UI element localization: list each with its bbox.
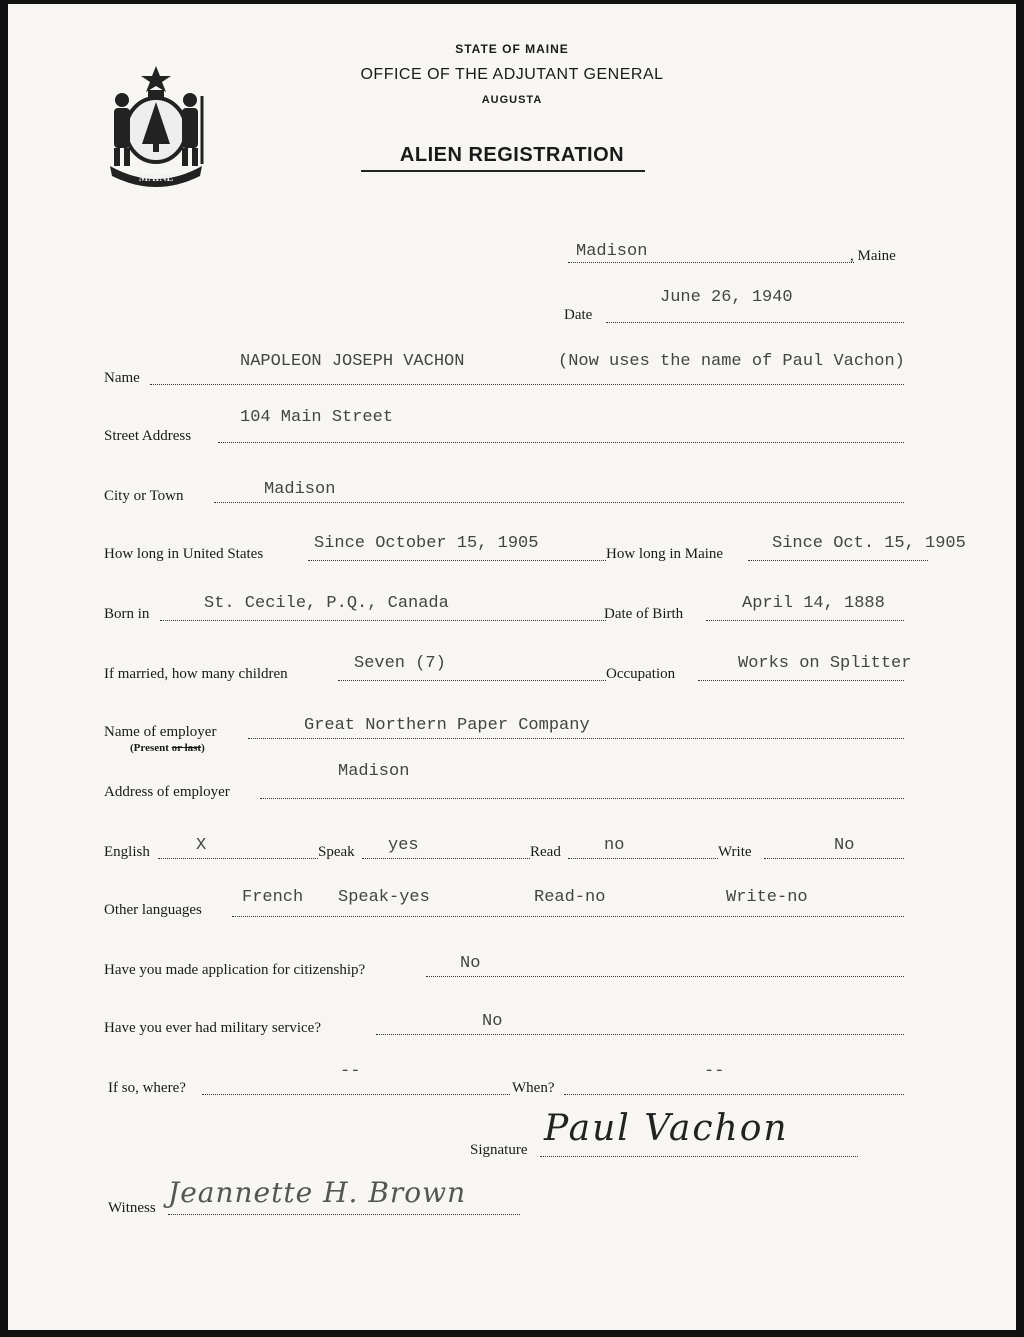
occupation-label: Occupation <box>606 666 676 682</box>
seal-banner-text: MAINE <box>138 173 174 184</box>
employer-address-value: Madison <box>338 762 410 781</box>
how-long-maine-label: How long in Maine <box>606 546 724 562</box>
employer-label: Name of employer <box>104 724 217 740</box>
street-address-value: 104 Main Street <box>240 408 394 427</box>
office-heading: OFFICE OF THE ADJUTANT GENERAL <box>360 66 664 83</box>
military-label: Have you ever had military service? <box>104 1020 321 1036</box>
date-label: Date <box>564 307 593 323</box>
name-note: (Now uses the name of Paul Vachon) <box>558 352 905 371</box>
speak-value: yes <box>388 836 419 855</box>
other-language-speak: Speak-yes <box>338 888 430 907</box>
employer-value: Great Northern Paper Company <box>304 716 590 735</box>
form-title: ALIEN REGISTRATION <box>399 144 625 166</box>
speak-label: Speak <box>318 844 355 860</box>
other-language-name: French <box>242 888 304 907</box>
signature-value: Paul Vachon <box>544 1108 789 1149</box>
when-value: -- <box>704 1062 725 1081</box>
english-label: English <box>104 844 150 860</box>
city-label: City or Town <box>104 488 184 504</box>
witness-value: Jeannette H. Brown <box>168 1176 467 1209</box>
citizenship-value: No <box>460 954 481 973</box>
state-heading: STATE OF MAINE <box>455 42 569 56</box>
employer-sublabel: (Present or last) <box>130 742 205 754</box>
date-value: June 26, 1940 <box>660 288 793 307</box>
date-of-birth-label: Date of Birth <box>604 606 684 622</box>
other-languages-label: Other languages <box>104 902 202 918</box>
born-in-label: Born in <box>104 606 150 622</box>
born-in-value: St. Cecile, P.Q., Canada <box>204 594 449 613</box>
english-value: X <box>196 836 207 855</box>
name-label: Name <box>104 370 140 386</box>
how-long-us-value: Since October 15, 1905 <box>314 534 539 553</box>
place-value: Madison <box>576 242 648 261</box>
place-suffix: , Maine <box>850 248 896 264</box>
other-language-read: Read-no <box>534 888 606 907</box>
how-long-maine-value: Since Oct. 15, 1905 <box>772 534 966 553</box>
occupation-value: Works on Splitter <box>738 654 912 673</box>
how-long-us-label: How long in United States <box>104 546 264 562</box>
children-label: If married, how many children <box>104 666 288 682</box>
read-label: Read <box>530 844 561 860</box>
registration-form <box>8 4 1016 1330</box>
where-value: -- <box>340 1062 361 1081</box>
read-value: no <box>604 836 625 855</box>
date-of-birth-value: April 14, 1888 <box>742 594 885 613</box>
other-language-write: Write-no <box>726 888 808 907</box>
city-value: Madison <box>264 480 336 499</box>
write-value: No <box>834 836 855 855</box>
signature-label: Signature <box>470 1142 528 1158</box>
military-value: No <box>482 1012 503 1031</box>
street-address-label: Street Address <box>104 428 192 444</box>
when-label: When? <box>512 1080 555 1096</box>
write-label: Write <box>718 844 752 860</box>
struck-text: or last <box>171 742 202 754</box>
name-value: NAPOLEON JOSEPH VACHON <box>240 352 465 371</box>
children-value: Seven (7) <box>354 654 446 673</box>
where-label: If so, where? <box>108 1080 186 1096</box>
citizenship-label: Have you made application for citizenship? <box>104 962 366 978</box>
witness-label: Witness <box>108 1200 156 1216</box>
title-underline <box>361 170 645 172</box>
employer-address-label: Address of employer <box>104 784 230 800</box>
city-heading: AUGUSTA <box>481 94 543 106</box>
